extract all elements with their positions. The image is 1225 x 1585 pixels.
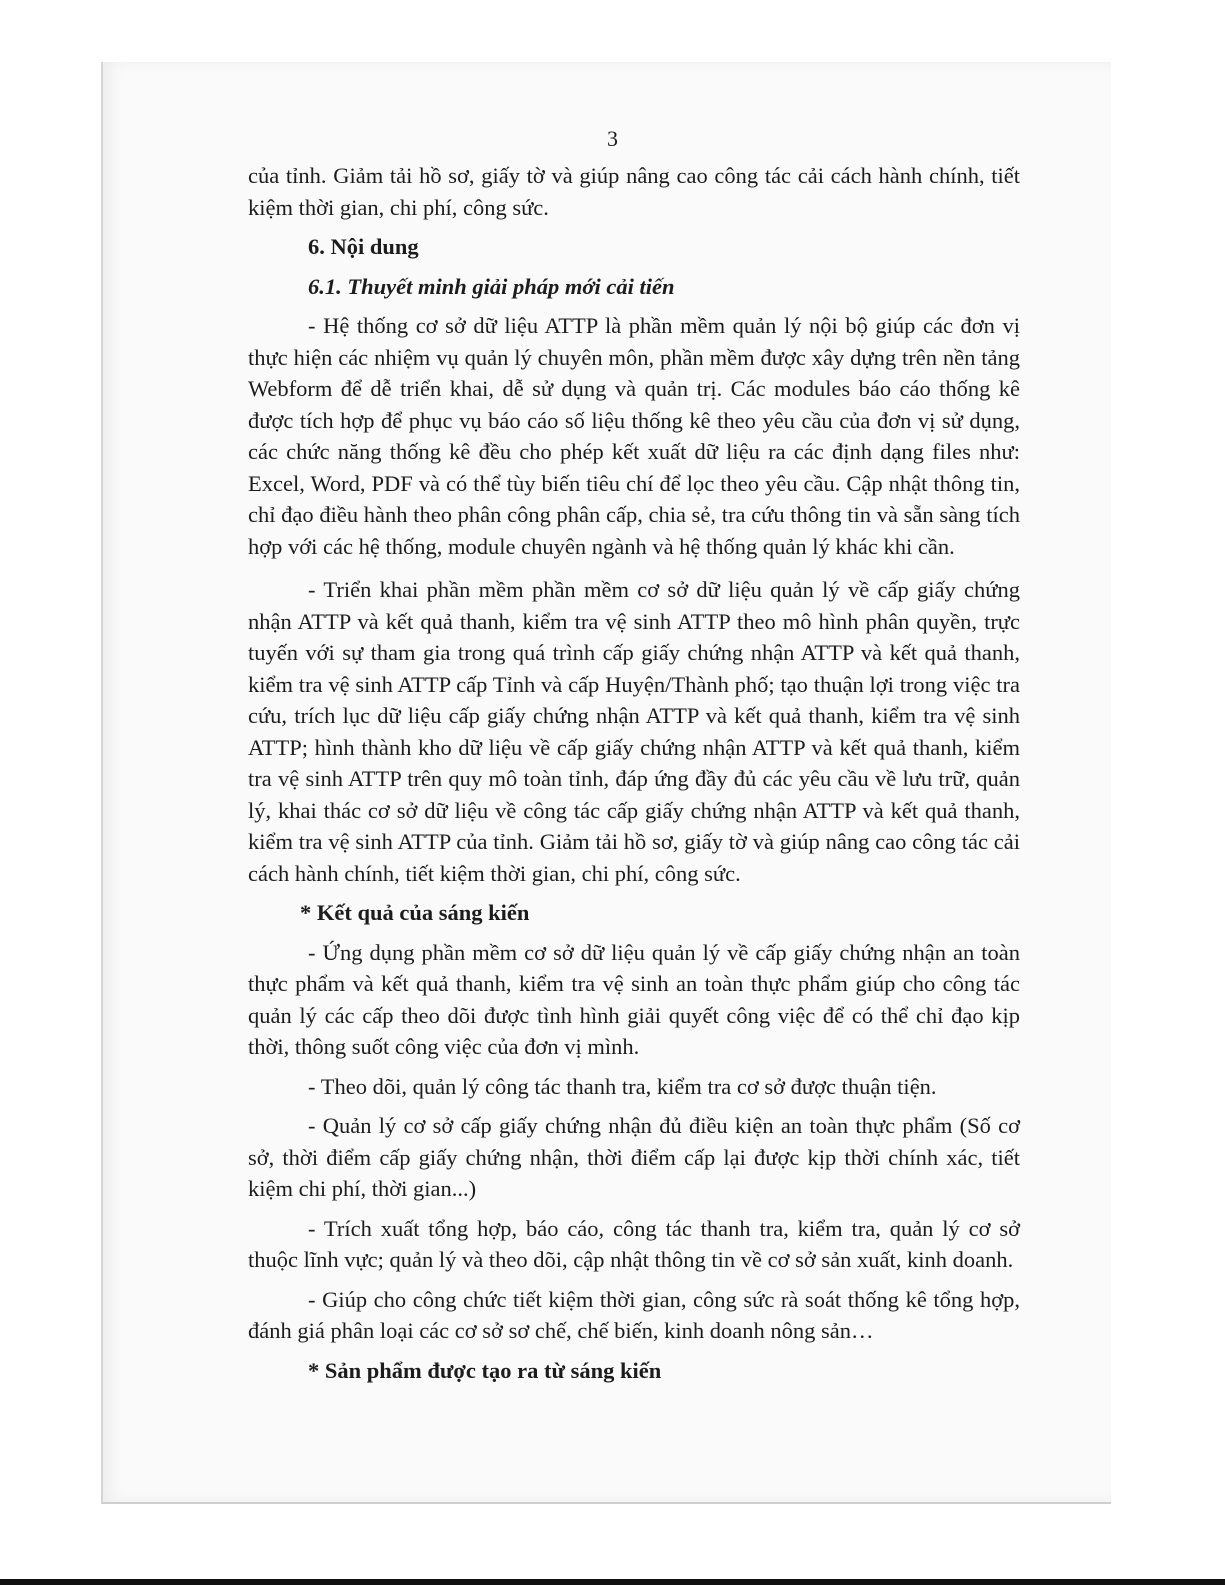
result-item-1: - Ứng dụng phần mềm cơ sở dữ liệu quản lý về cấp giấy chứng nhận an toàn thực phẩm và kết quả thanh, kiểm tra vệ sinh an toàn thực phẩm giúp cho công tác quản lý các cấp theo dõi được tình hình giải quyết công việc để có thể chỉ đạo kịp thời, thông suốt công việc của đơn vị mình. (248, 939, 1020, 1059)
result-item-3: - Quản lý cơ sở cấp giấy chứng nhận đủ điều kiện an toàn thực phẩm (Số cơ sở, thời điểm cấp giấy chứng nhận, thời điểm cấp lại được kịp thời chính xác, tiết kiệm chi phí, thời gian...) (248, 1113, 1020, 1201)
document-body (248, 160, 1020, 1386)
result-item-5: - Giúp cho công chức tiết kiệm thời gian, công sức rà soát thống kê tổng hợp, đánh giá phân loại các cơ sở sơ chế, chế biến, kinh doanh nông sản… (248, 1286, 1020, 1343)
subsection-heading: 6.1. Thuyết minh giải pháp mới cải tiến (308, 273, 675, 299)
body-paragraph-2: - Triển khai phần mềm phần mềm cơ sở dữ liệu quản lý về cấp giấy chứng nhận ATTP và kết quả thanh, kiểm tra vệ sinh ATTP theo mô hình phân quyền, trực tuyến với sự tham gia trong quá trình cấp giấy chứng nhận ATTP và kết quả thanh, kiểm tra vệ sinh ATTP cấp Tỉnh và cấp Huyện/Thành phố; tạo thuận lợi trong việc tra cứu, trích lục dữ liệu cấp giấy chứng nhận ATTP và kết quả thanh, kiểm tra vệ sinh ATTP; hình thành kho dữ liệu về cấp giấy chứng nhận ATTP và kết quả thanh, kiểm tra vệ sinh ATTP trên quy mô toàn tỉnh, đáp ứng đầy đủ các yêu cầu về lưu trữ, quản lý, khai thác cơ sở dữ liệu về công tác cấp giấy chứng nhận ATTP và kết quả thanh, kiểm tra vệ sinh ATTP của tỉnh. Giảm tải hồ sơ, giấy tờ và giúp nâng cao công tác cải cách hành chính, tiết kiệm thời gian, chi phí, công sức. (248, 577, 1020, 886)
result-item-4: - Trích xuất tổng hợp, báo cáo, công tác thanh tra, kiểm tra, quản lý cơ sở thuộc lĩnh vực; quản lý và theo dõi, cập nhật thông tin về cơ sở sản xuất, kinh doanh. (248, 1215, 1020, 1272)
body-paragraph-1: - Hệ thống cơ sở dữ liệu ATTP là phần mềm quản lý nội bộ giúp các đơn vị thực hiện các nhiệm vụ quản lý chuyên môn, phần mềm được xây dựng trên nền tảng Webform để dễ triển khai, dễ sử dụng và quản trị. Các modules báo cáo thống kê được tích hợp để phục vụ báo cáo số liệu thống kê theo yêu cầu của đơn vị sử dụng, các chức năng thống kê đều cho phép kết xuất dữ liệu ra các định dạng files như: Excel, Word, PDF và có thể tùy biến tiêu chí để lọc theo yêu cầu. Cập nhật thông tin, chỉ đạo điều hành theo phân công phân cấp, chia sẻ, tra cứu thông tin và sẵn sàng tích hợp với các hệ thống, module chuyên ngành và hệ thống quản lý khác khi cần. (248, 313, 1020, 559)
results-heading: * Kết quả của sáng kiến (300, 900, 530, 925)
result-item-2: - Theo dõi, quản lý công tác thanh tra, kiểm tra cơ sở được thuận tiện. (308, 1073, 937, 1099)
bottom-edge (0, 1579, 1225, 1585)
intro-paragraph: của tỉnh. Giảm tải hồ sơ, giấy tờ và giúp nâng cao công tác cải cách hành chính, tiết kiệm thời gian, chi phí, công sức. (248, 163, 1020, 220)
products-heading: * Sản phẩm được tạo ra từ sáng kiến (308, 1357, 662, 1383)
section-heading: 6. Nội dung (308, 234, 419, 259)
page-number: 3 (607, 126, 618, 151)
